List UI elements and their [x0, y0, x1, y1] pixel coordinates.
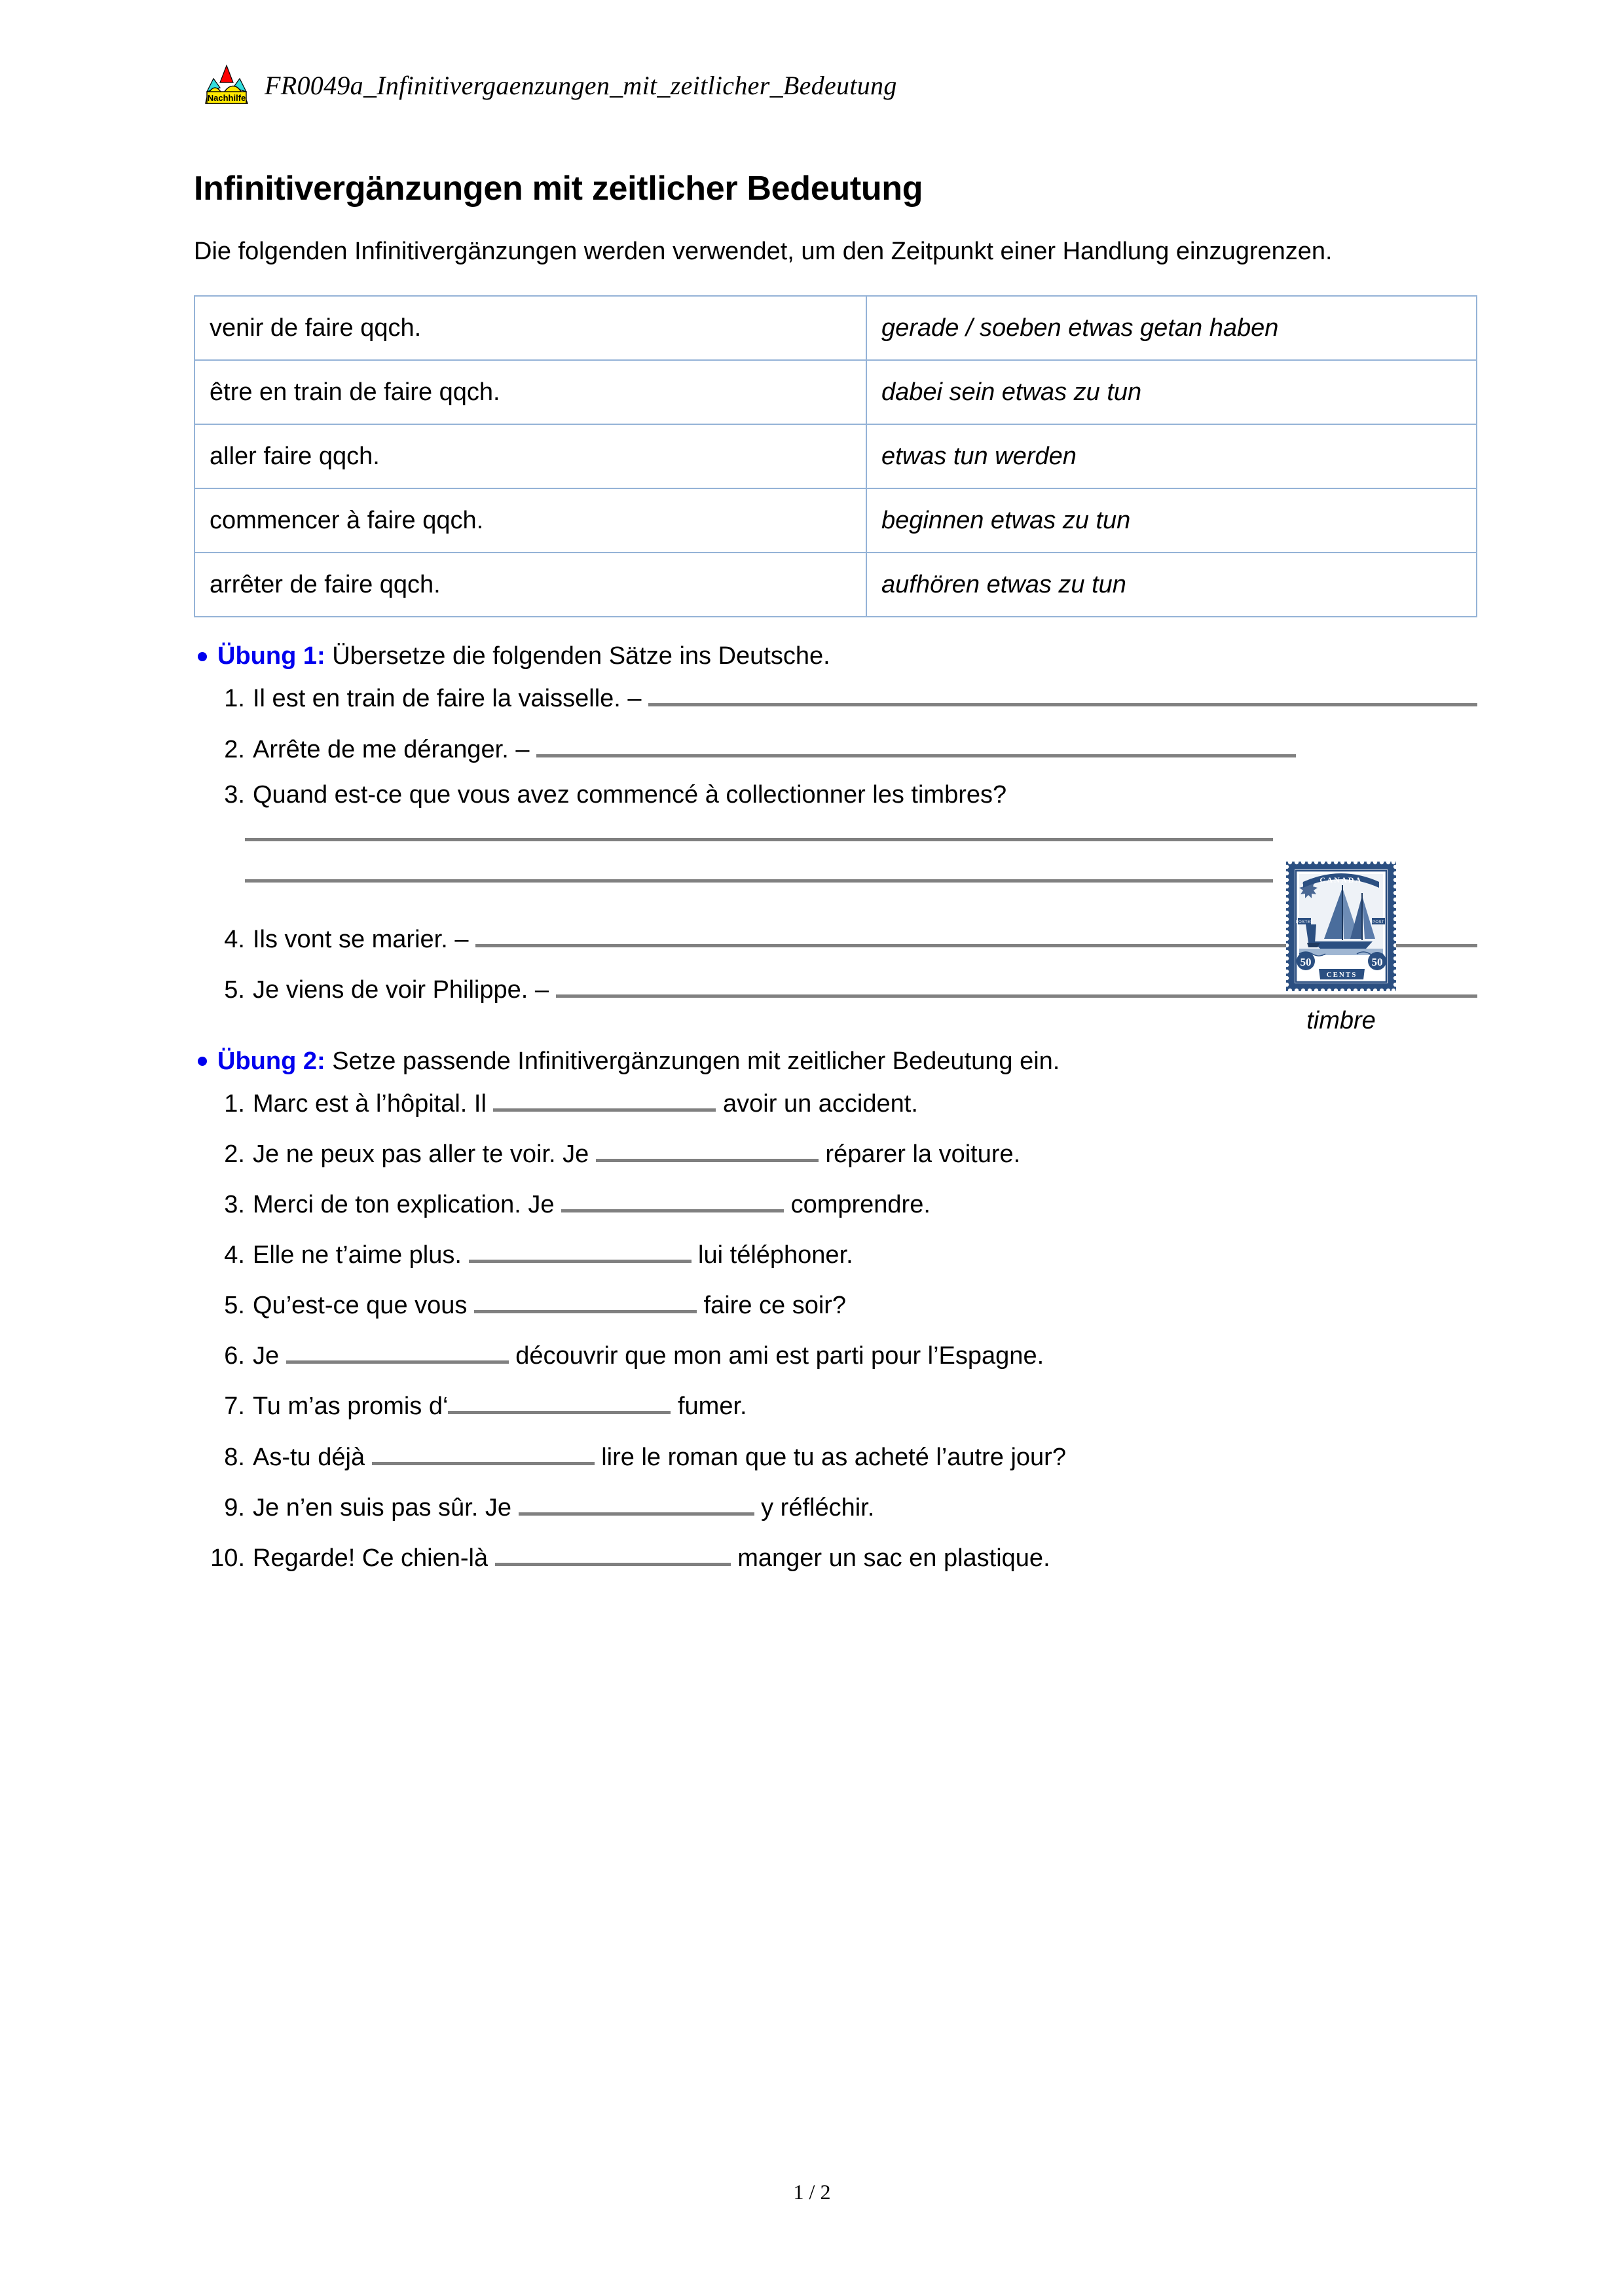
- exercise-2-heading: [194, 1048, 1477, 1076]
- page-footer: 1 / 2: [793, 2180, 831, 2204]
- list-item: [194, 1438, 1477, 1471]
- item-number: 6.: [224, 1342, 245, 1370]
- answer-blank[interactable]: [536, 730, 1296, 757]
- stamp-figure: [1276, 862, 1407, 1035]
- item-number: 4.: [224, 925, 245, 953]
- item-text-after: manger un sac en plastique.: [730, 1544, 1050, 1572]
- list-item: [194, 1236, 1477, 1269]
- table-cell-german: gerade / soeben etwas getan haben: [866, 296, 1477, 360]
- item-number: 2.: [224, 1140, 245, 1168]
- page-title: Infinitivergänzungen mit zeitlicher Bedeutung: [194, 170, 923, 208]
- svg-text:50: 50: [1300, 956, 1312, 968]
- list-item: [194, 781, 1477, 809]
- item-text-after: découvrir que mon ami est parti pour l’Espagne.: [508, 1342, 1044, 1370]
- item-number: 8.: [224, 1443, 245, 1471]
- intro-paragraph: Die folgenden Infinitivergänzungen werden verwendet, um den Zeitpunkt einer Handlung einzugrenzen.: [194, 238, 1333, 265]
- table-cell-french: commencer à faire qqch.: [194, 488, 866, 553]
- table-cell-german: beginnen etwas zu tun: [866, 488, 1477, 553]
- item-text-before: Merci de ton explication. Je: [253, 1191, 562, 1219]
- item-number: 9.: [224, 1493, 245, 1522]
- item-text-before: Qu’est-ce que vous: [253, 1292, 474, 1320]
- table-row: [194, 296, 1477, 360]
- answer-blank[interactable]: [495, 1539, 731, 1566]
- list-item: [194, 1135, 1477, 1169]
- canada-bluenose-stamp-icon: [1286, 862, 1396, 991]
- item-text-before: Je n’en suis pas sûr. Je: [253, 1493, 519, 1522]
- item-text-before: Elle ne t’aime plus.: [253, 1241, 469, 1269]
- table-cell-french: être en train de faire qqch.: [194, 360, 866, 424]
- answer-blank[interactable]: [596, 1135, 819, 1162]
- item-number: 1.: [224, 685, 245, 713]
- answer-blank[interactable]: [286, 1337, 509, 1364]
- exercise-2-instruction: Setze passende Infinitivergänzungen mit zeitlicher Bedeutung ein.: [332, 1047, 1060, 1075]
- item-text: Je viens de voir Philippe. –: [253, 975, 549, 1004]
- list-item: [194, 680, 1477, 713]
- list-item: [194, 1539, 1477, 1573]
- item-number: 3.: [224, 780, 245, 809]
- stamp-caption: timbre: [1306, 1007, 1376, 1034]
- item-number: 5.: [224, 1292, 245, 1320]
- table-row: [194, 360, 1477, 424]
- item-text-after: lire le roman que tu as acheté l’autre jour?: [594, 1443, 1066, 1471]
- item-number: 10.: [210, 1544, 245, 1572]
- item-text: Arrête de me déranger. –: [253, 735, 530, 763]
- header-file-title: FR0049a_Infinitivergaenzungen_mit_zeitlicher_Bedeutung: [265, 70, 897, 100]
- table-row: [194, 424, 1477, 488]
- svg-text:POST: POST: [1373, 920, 1384, 924]
- table-cell-german: etwas tun werden: [866, 424, 1477, 488]
- item-number: 5.: [224, 975, 245, 1004]
- item-text-after: fumer.: [671, 1393, 747, 1421]
- table-row: [194, 488, 1477, 553]
- exercise-1-label: Übung 1:: [217, 642, 325, 670]
- list-item: [194, 730, 1477, 763]
- item-text-after: y réfléchir.: [754, 1493, 875, 1522]
- table-cell-german: dabei sein etwas zu tun: [866, 360, 1477, 424]
- table-cell-french: arrêter de faire qqch.: [194, 553, 866, 617]
- svg-text:CANADA: CANADA: [1320, 875, 1363, 884]
- answer-blank[interactable]: [245, 879, 1273, 883]
- exercise-2-list: [194, 1085, 1477, 1573]
- answer-blank[interactable]: [561, 1186, 784, 1212]
- answer-blank[interactable]: [372, 1438, 595, 1465]
- vocabulary-table: [194, 295, 1477, 617]
- item-text-after: avoir un accident.: [716, 1089, 918, 1118]
- item-number: 4.: [224, 1241, 245, 1269]
- item-text-before: As-tu déjà: [253, 1443, 372, 1471]
- answer-blank[interactable]: [474, 1286, 697, 1313]
- list-item: [194, 1489, 1477, 1522]
- table-row: [194, 553, 1477, 617]
- item-number: 2.: [224, 735, 245, 763]
- item-number: 3.: [224, 1191, 245, 1219]
- list-item: [194, 1085, 1477, 1118]
- exercise-1-instruction: Übersetze die folgenden Sätze ins Deutsche.: [332, 642, 830, 670]
- exercise-2-label: Übung 2:: [217, 1047, 325, 1075]
- item-text-before: Tu m’as promis d‘: [253, 1393, 449, 1421]
- svg-text:Nachhilfe: Nachhilfe: [207, 93, 246, 103]
- svg-text:CENTS: CENTS: [1326, 971, 1357, 979]
- table-cell-french: aller faire qqch.: [194, 424, 866, 488]
- table-cell-german: aufhören etwas zu tun: [866, 553, 1477, 617]
- item-text-before: Je ne peux pas aller te voir. Je: [253, 1140, 596, 1168]
- item-text: Ils vont se marier. –: [253, 925, 469, 953]
- item-text-after: réparer la voiture.: [818, 1140, 1021, 1168]
- list-item: [194, 1286, 1477, 1320]
- table-cell-french: venir de faire qqch.: [194, 296, 866, 360]
- item-text-after: comprendre.: [784, 1191, 931, 1219]
- svg-text:POSTES: POSTES: [1295, 920, 1314, 924]
- svg-text:50: 50: [1371, 956, 1383, 968]
- item-text: Quand est-ce que vous avez commencé à collectionner les timbres?: [253, 780, 1007, 809]
- nachhilfe-mountain-logo: [203, 63, 250, 107]
- exercise-1-heading: [194, 642, 1477, 670]
- answer-blank[interactable]: [493, 1085, 716, 1112]
- item-text-before: Je: [253, 1342, 286, 1370]
- answer-blank[interactable]: [648, 680, 1477, 706]
- item-text-before: Regarde! Ce chien-là: [253, 1544, 495, 1572]
- list-item: [194, 1387, 1477, 1421]
- item-text-before: Marc est à l’hôpital. Il: [253, 1089, 494, 1118]
- answer-blank[interactable]: [519, 1489, 754, 1516]
- answer-blank[interactable]: [469, 1236, 692, 1263]
- list-item: [194, 1337, 1477, 1370]
- answer-blank[interactable]: [245, 838, 1273, 841]
- item-text-after: faire ce soir?: [696, 1292, 847, 1320]
- page-header: [203, 63, 897, 107]
- item-number: 7.: [224, 1393, 245, 1421]
- item-number: 1.: [224, 1089, 245, 1118]
- item-text: Il est en train de faire la vaisselle. –: [253, 685, 642, 713]
- item-text-after: lui téléphoner.: [691, 1241, 853, 1269]
- list-item: [194, 1186, 1477, 1219]
- bullet-icon: [198, 652, 207, 661]
- answer-blank[interactable]: [448, 1387, 671, 1414]
- bullet-icon: [198, 1057, 207, 1066]
